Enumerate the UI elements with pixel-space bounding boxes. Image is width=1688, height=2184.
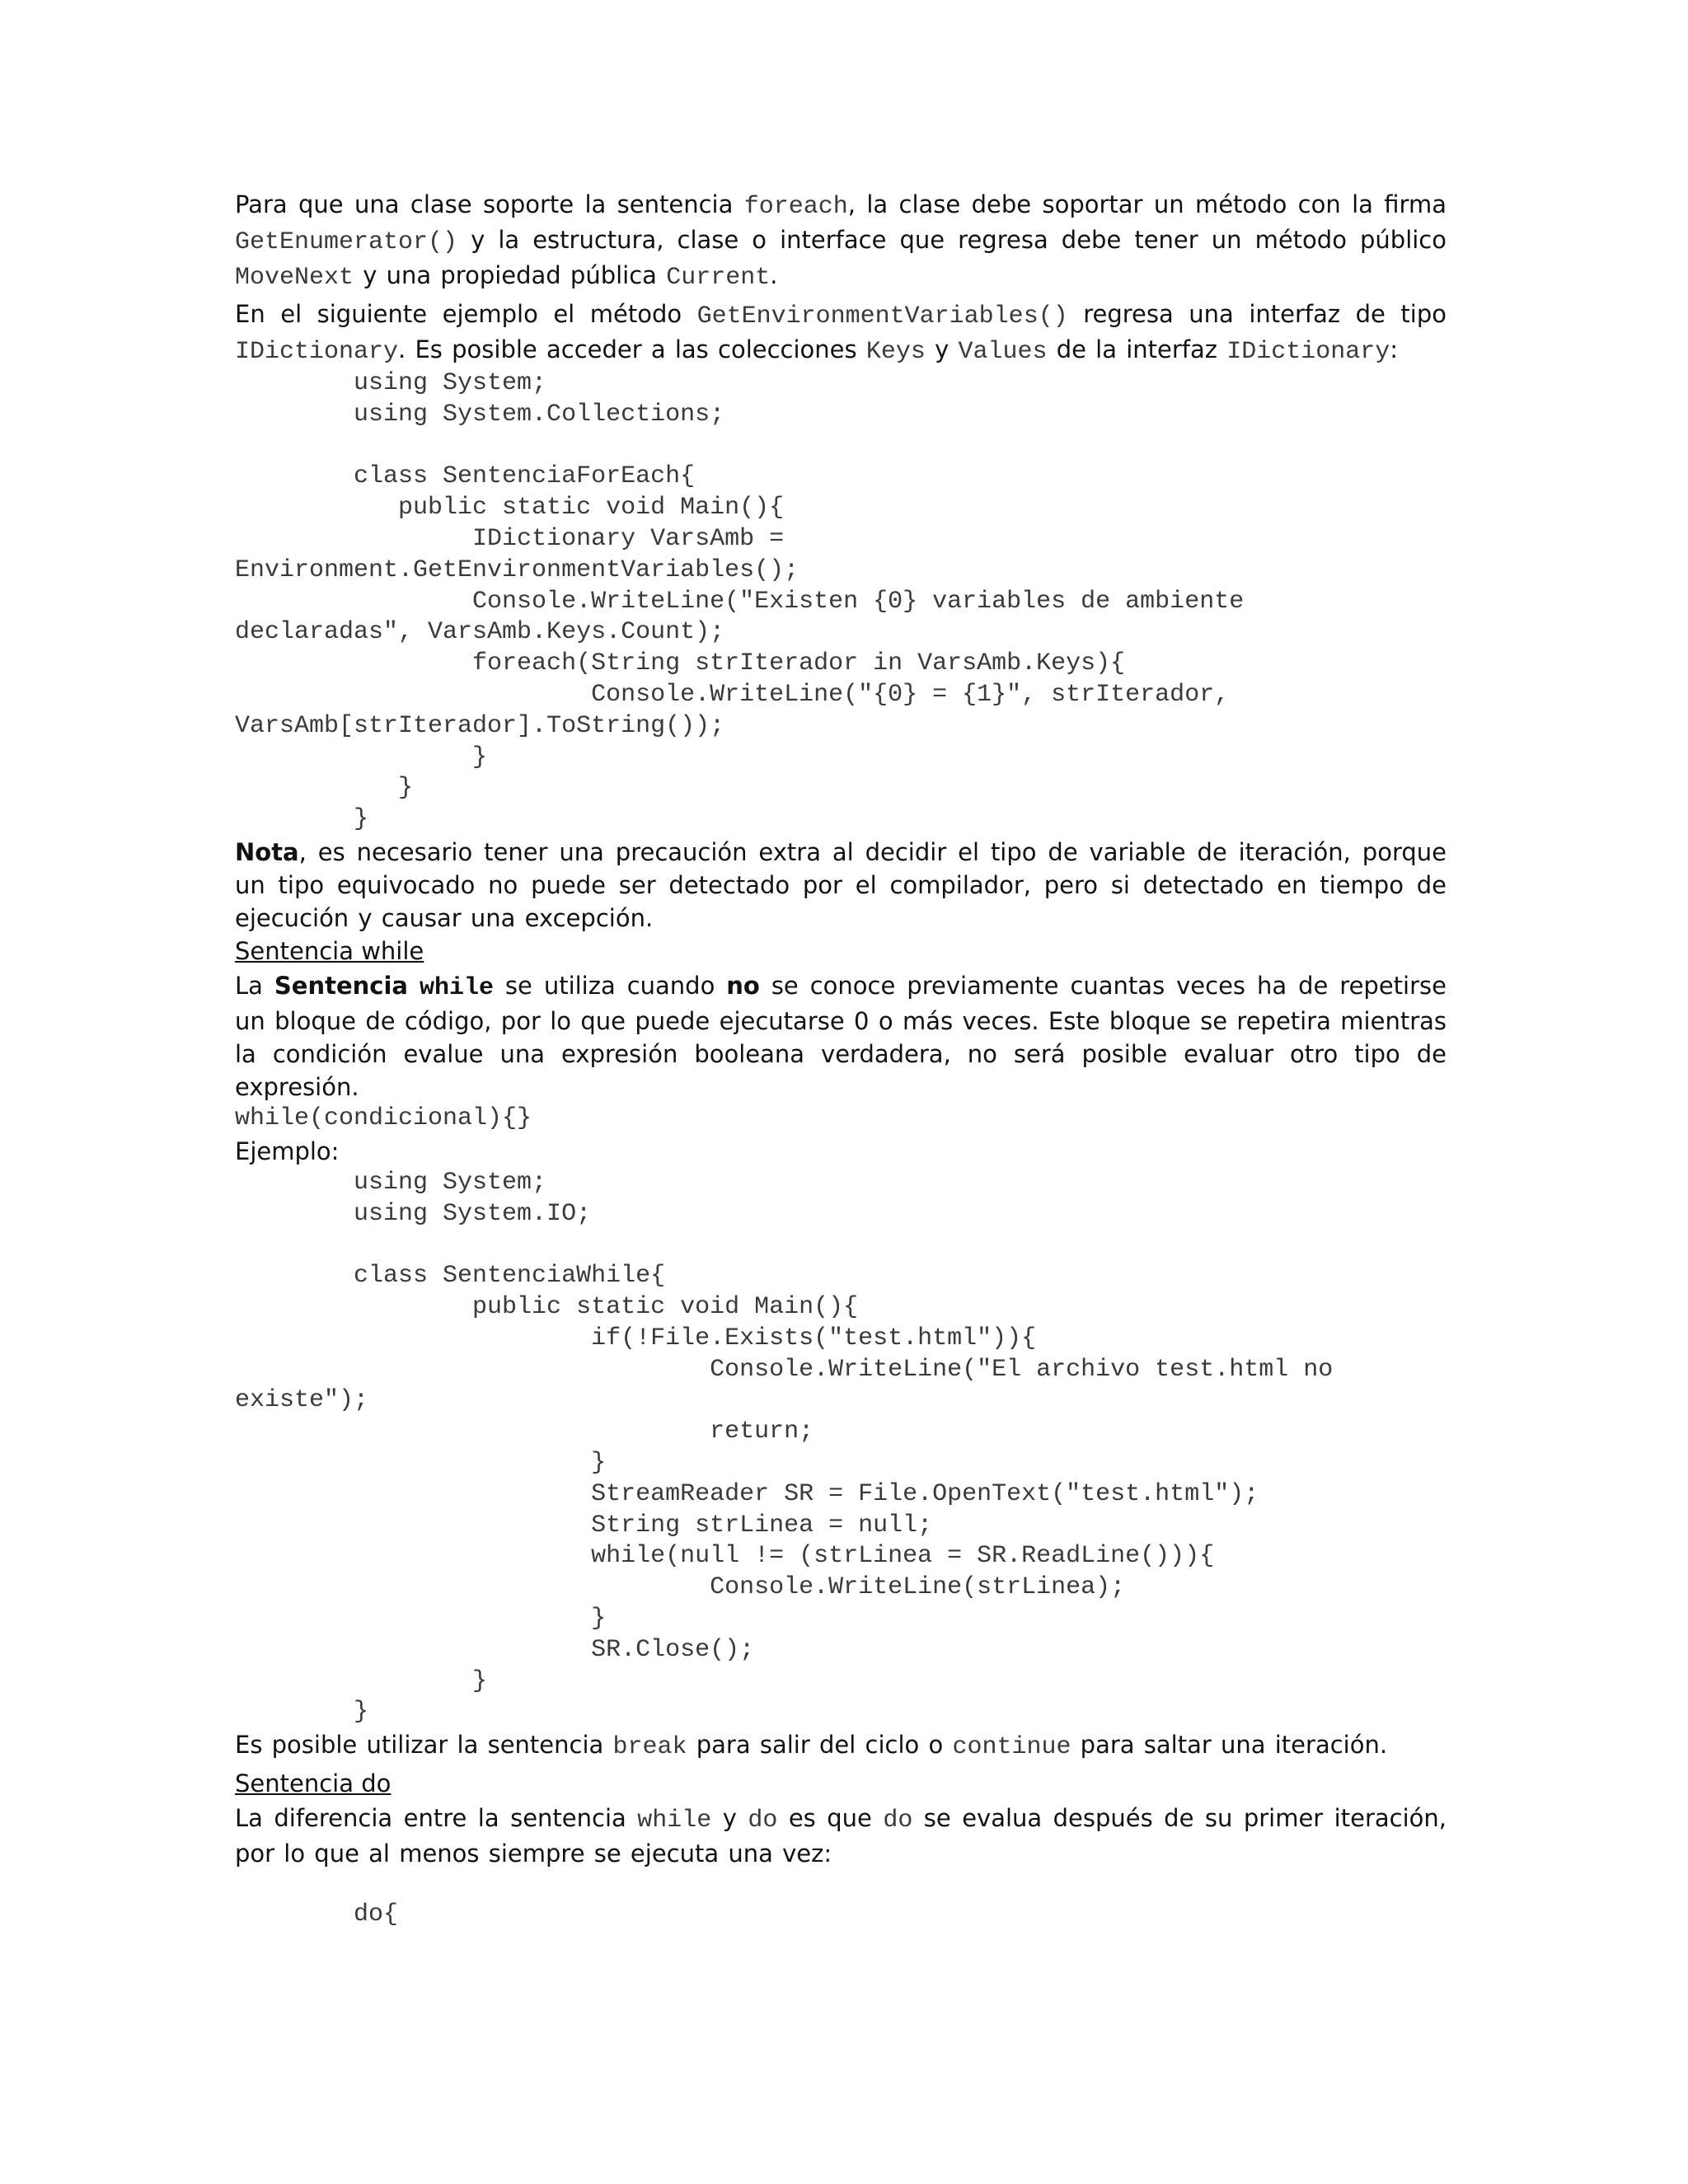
inline-code-do: do <box>748 1807 778 1835</box>
text-run: para saltar una iteración. <box>1071 1731 1388 1760</box>
text-run: La diferencia entre la sentencia <box>235 1804 638 1833</box>
bold-text: no <box>726 971 760 1000</box>
text-run: En el siguiente ejemplo el método <box>235 300 697 328</box>
note-label: Nota <box>235 837 299 866</box>
text-run: es que <box>777 1804 884 1833</box>
bold-text: Sentencia <box>274 971 408 1000</box>
paragraph-do-description <box>235 1802 1447 1870</box>
text-run: . <box>770 261 778 289</box>
spacer <box>235 1870 1447 1900</box>
text-run: regresa una interfaz de tipo <box>1067 300 1447 328</box>
inline-code-getenumerator: GetEnumerator() <box>235 228 458 256</box>
inline-code-keys: Keys <box>865 338 926 366</box>
inline-code-values: Values <box>958 338 1048 366</box>
inline-code-getenvironmentvariables: GetEnvironmentVariables() <box>696 302 1068 330</box>
text-run: se utiliza cuando <box>493 971 727 1000</box>
text-run: : <box>1390 335 1399 363</box>
inline-code-continue: continue <box>952 1733 1071 1762</box>
inline-code-current: Current <box>666 264 771 292</box>
document-page <box>235 188 1447 1931</box>
code-block-while: using System; using System.IO; class SentenciaWhile{ public static void Main(){ if(!File.Exists("test.html")){ Console.WriteLine("El archivo test.html no existe"); return; } StreamReader SR = File.OpenText("test.html"); String strLinea = null; while(null != (strLinea = SR.ReadLine())){ Console.WriteLine(strLinea); } SR.Close(); } } <box>235 1168 1334 1727</box>
text-run <box>408 972 420 1000</box>
code-while-syntax: while(condicional){} <box>235 1104 532 1132</box>
text-run: para salir del ciclo o <box>687 1731 953 1760</box>
text-run: y <box>925 335 959 363</box>
text-run: La <box>235 971 274 1000</box>
paragraph-foreach-intro <box>235 188 1447 294</box>
inline-code-idictionary: IDictionary <box>1226 338 1390 366</box>
text-run: , es necesario tener una precaución extra al decidir el tipo de variable de iteración, porque un tipo equivocado no puede ser detectado por el compilador, pero si detectado en tiempo de ejecución y causar una excepción. <box>235 837 1447 932</box>
inline-code-break: break <box>612 1733 687 1762</box>
label-ejemplo: Ejemplo: <box>235 1137 340 1165</box>
text-run: y <box>711 1804 748 1833</box>
heading-sentencia-do: Sentencia do <box>235 1769 392 1798</box>
paragraph-break-continue <box>235 1728 1447 1764</box>
heading-sentencia-while: Sentencia while <box>235 936 424 965</box>
text-run: de la interfaz <box>1047 335 1227 363</box>
inline-code-idictionary: IDictionary <box>235 338 399 366</box>
inline-code-while: while <box>637 1807 712 1835</box>
code-block-foreach: using System; using System.Collections; class SentenciaForEach{ public static void Main(){ IDictionary VarsAmb = Environment.GetEnvironmentVariables(); Console.WriteLine("Existen {0} variables de ambiente declaradas", VarsAmb.Keys.Count); foreach(String strIterador in VarsAmb.Keys){ Console.WriteLine("{0} = {1}", strIterador, VarsAmb[strIterador].ToString()); } } } <box>235 369 1245 834</box>
paragraph-environment-example <box>235 298 1447 368</box>
inline-code-foreach: foreach <box>743 193 848 221</box>
text-run: Para que una clase soporte la sentencia <box>235 190 744 218</box>
text-run: se evalua después de su primer iteración, por lo que al menos siempre se ejecuta una vez: <box>235 1804 1447 1868</box>
text-run: Es posible utilizar la sentencia <box>235 1731 613 1760</box>
text-run: se conoce previamente cuantas veces ha de repetirse un bloque de código, por lo que puede ejecutarse 0 o más veces. Este bloque se repetira mientras la condición evalue una expresión booleana verdadera, no será posible evaluar otro tipo de expresión. <box>235 971 1447 1101</box>
inline-code-do: do <box>883 1807 913 1835</box>
code-block-do: do{ <box>235 1900 399 1929</box>
text-run: . Es posible acceder a las colecciones <box>398 335 866 363</box>
inline-code-while: while <box>419 973 494 1002</box>
text-run: , la clase debe soportar un método con la firma <box>847 190 1447 218</box>
paragraph-note <box>235 836 1447 935</box>
paragraph-while-description <box>235 969 1447 1104</box>
text-run: y una propiedad pública <box>354 261 667 289</box>
inline-code-movenext: MoveNext <box>235 264 354 292</box>
text-run: y la estructura, clase o interface que regresa debe tener un método público <box>457 226 1447 254</box>
